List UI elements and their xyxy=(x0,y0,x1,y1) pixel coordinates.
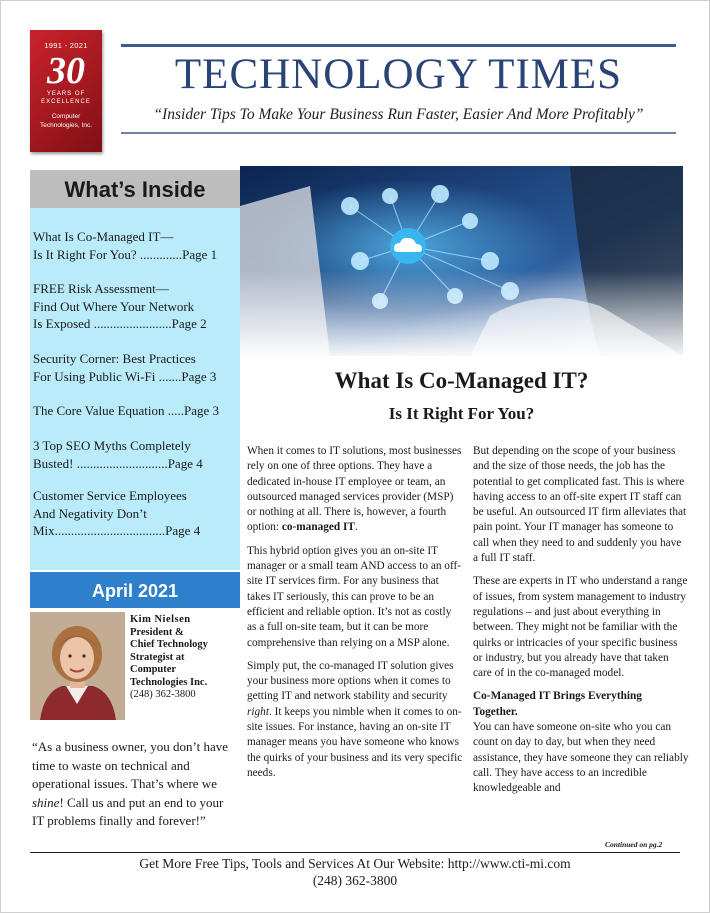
newsletter-title: TECHNOLOGY TIMES xyxy=(174,51,623,98)
badge-number: 30 xyxy=(47,50,85,92)
badge-line1: YEARS OF xyxy=(46,91,86,97)
quote-emphasis: shine xyxy=(32,794,60,810)
toc-line: Customer Service Employees xyxy=(33,488,187,503)
continued-note: Continued on pg.2 xyxy=(605,840,663,849)
author-photo xyxy=(30,612,125,720)
quote-part: “As a business owner, you don’t have time to waste on technical and operational issues. That’s where we xyxy=(32,739,229,791)
issue-month: April 2021 xyxy=(30,572,240,608)
toc-line: For Using Public Wi-Fi .......Page 3 xyxy=(33,368,217,384)
article-paragraph: These are experts in IT who understand a range of issues, from system management to industry regulations – and just about everything in between. They might not be familiar with the quirks or intricacies of your specific business or industry, but you already have that taken care of in the co-managed model. xyxy=(473,575,688,680)
author-role: President & xyxy=(130,626,184,638)
author-quote xyxy=(32,738,237,831)
toc-item-security-corner[interactable] xyxy=(33,350,238,385)
toc-line: Find Out Where Your Network xyxy=(33,298,195,314)
author-role: Chief Technology xyxy=(130,639,208,650)
article-paragraph: You can have someone on-site who you can count on day to day, but when they need assistance, they have someone they can reliably call. They have access to an incredible knowledgeable and xyxy=(473,721,689,795)
author-role: Strategist at xyxy=(130,651,185,663)
author-phone: (248) 362-3800 xyxy=(130,689,196,700)
article-paragraph xyxy=(247,659,463,781)
author-name: Kim Nielsen xyxy=(130,614,191,625)
article-paragraph xyxy=(247,444,463,536)
badge-company-line2: Technologies, Inc. xyxy=(39,122,93,129)
author-bio xyxy=(130,614,240,702)
badge-company-line1: Computer xyxy=(51,113,81,120)
header-rule-bottom xyxy=(121,132,676,134)
author-role: Technologies Inc. xyxy=(130,676,208,688)
anniversary-badge xyxy=(30,30,102,152)
toc-item-comanaged[interactable] xyxy=(33,228,238,263)
toc-line: FREE Risk Assessment— xyxy=(33,281,169,296)
footer-website-line[interactable]: Get More Free Tips, Tools and Services At Our Website: http://www.cti-mi.com xyxy=(139,856,571,871)
author-role: Computer xyxy=(130,664,177,675)
text-italic: right xyxy=(247,705,269,718)
toc-line: Busted! ............................Page 4 xyxy=(33,455,203,471)
table-of-contents xyxy=(30,208,240,570)
text-bold: co-managed IT xyxy=(281,521,355,534)
text-run: Simply put, the co-managed IT solution gives your business more options when it comes to getting IT and network stability and security xyxy=(247,659,454,703)
article-paragraph: This hybrid option gives you an on-site IT manager or a small team AND access to an off-site IT services firm. For any business that takes IT seriously, this can prove to be an efficient and reliable option. It’s not as costly as a full on-site team, but it can be more comprehensive than relying on a MSP alone. xyxy=(247,544,462,649)
footer xyxy=(30,855,680,889)
newsletter-tagline: “Insider Tips To Make Your Business Run Faster, Easier And More Profitably” xyxy=(153,106,644,123)
article-paragraph: But depending on the scope of your business and the size of those needs, the job has the potential to get complicated fast. This is where having access to an off-site expert IT staff can be useful. An outsourced IT firm alleviates that pain point. Your IT manager has someone to call when they need to and suddenly you have a full IT staff. xyxy=(473,445,687,565)
toc-line: Mix..................................Page 4 xyxy=(33,523,201,538)
header-rule-top xyxy=(121,44,676,47)
toc-item-seo-myths[interactable] xyxy=(33,437,238,472)
toc-line: And Negativity Don’t xyxy=(33,505,147,521)
toc-item-customer-service[interactable] xyxy=(33,487,238,540)
toc-item-risk-assessment[interactable] xyxy=(33,280,238,333)
badge-company xyxy=(30,112,102,130)
footer-rule xyxy=(30,852,680,853)
toc-line: 3 Top SEO Myths Completely xyxy=(33,438,191,453)
text-run: When it comes to IT solutions, most businesses rely on one of three options. They have a dedicated in-house IT employee or team, an outsourced managed services provider (MSP) or nothing at all. There is, however, a fourth option: xyxy=(247,445,462,534)
toc-line: What Is Co-Managed IT— xyxy=(33,229,174,244)
text-run: . It keeps you nimble when it comes to on-site issues. For instance, having an on-site IT manager means you have someone who knows the quirks of your business and its very specific needs. xyxy=(247,705,463,779)
hero-image xyxy=(240,166,683,356)
badge-years: 1991 - 2021 xyxy=(44,41,88,50)
whats-inside-heading: What’s Inside xyxy=(30,170,240,208)
toc-line: Is It Right For You? .............Page 1 xyxy=(33,246,218,262)
article-subtitle: Is It Right For You? xyxy=(388,404,535,423)
footer-phone: (248) 362-3800 xyxy=(312,873,398,888)
toc-line: The Core Value Equation .....Page 3 xyxy=(33,403,220,418)
article-column-2 xyxy=(473,444,689,797)
article-column-1 xyxy=(247,444,463,789)
text-run: . xyxy=(354,521,358,534)
section-heading: Co-Managed IT Brings Everything Together. xyxy=(473,690,642,718)
article-title: What Is Co-Managed IT? xyxy=(334,368,589,393)
toc-line: Is Exposed ........................Page 2 xyxy=(33,316,207,331)
toc-line: Security Corner: Best Practices xyxy=(33,351,196,366)
badge-line2: EXCELLENCE xyxy=(41,99,91,105)
quote-part: ! Call us and put an end to your IT problems finally and forever!” xyxy=(32,794,224,828)
toc-item-core-value[interactable] xyxy=(33,402,238,420)
